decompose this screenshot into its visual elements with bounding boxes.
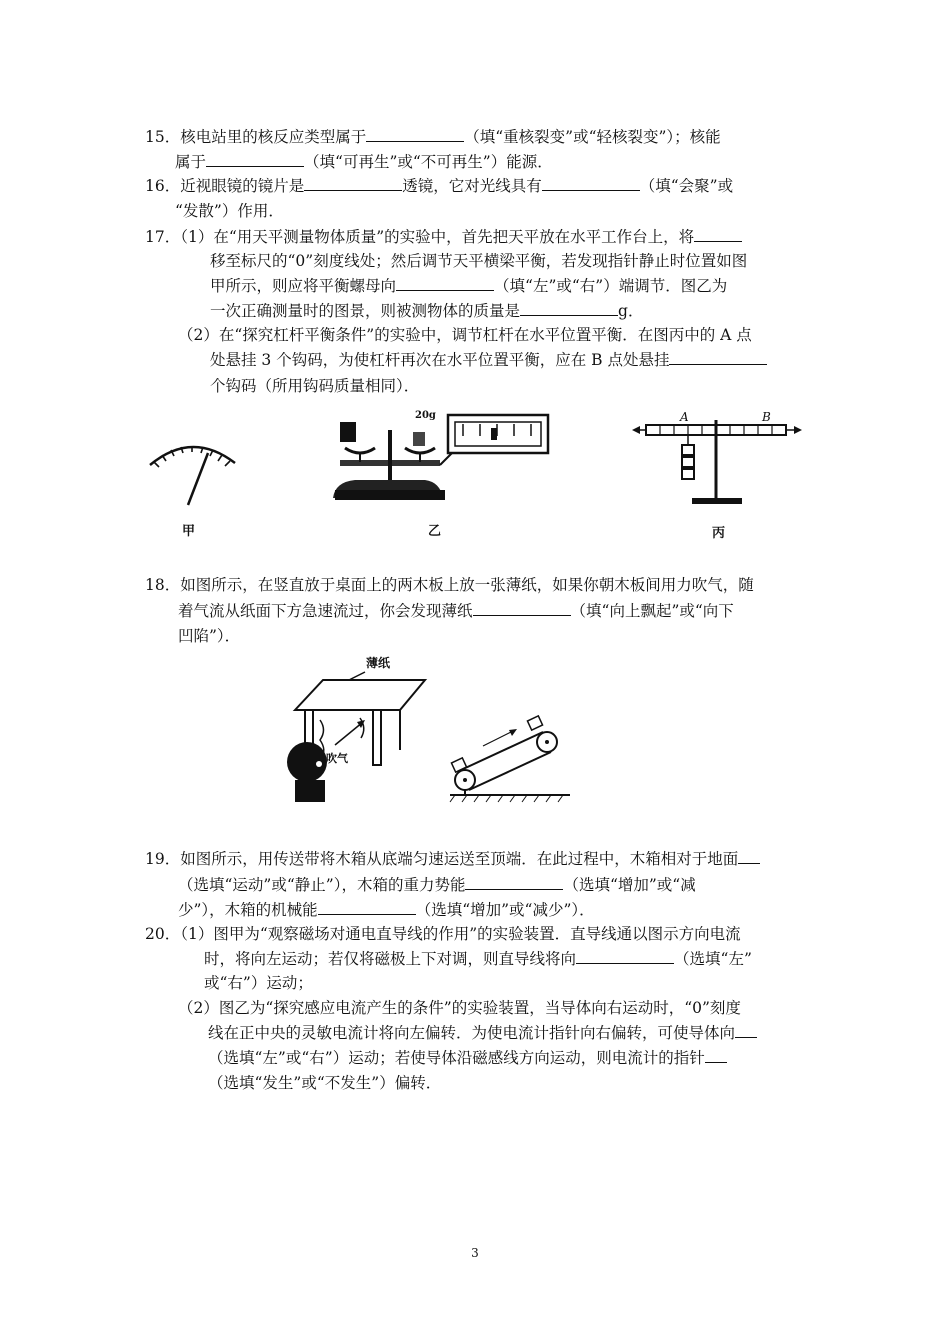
- q20-text-6: （选填“左”或“右”）运动；若使导体沿磁感线方向运动，则电流计的指针: [208, 1049, 705, 1067]
- q20-line7: [208, 1073, 441, 1093]
- q16-text-a: 16．近视眼镜的镜片是: [145, 177, 305, 195]
- q19-line2: [178, 875, 696, 895]
- q17-text-4a: 一次正确测量时的图景，则被测物体的质量是: [210, 302, 521, 320]
- q20-line4: [178, 998, 741, 1018]
- q20-text-7: （选填“发生”或“不发生”）偏转．: [208, 1074, 442, 1092]
- q17-text-5: （2）在“探究杠杆平衡条件”的实验中，调节杠杆在水平位置平衡．在图丙中的 A 点: [178, 326, 752, 344]
- q15-blank-1[interactable]: [366, 127, 464, 142]
- q17-line4: [210, 301, 643, 321]
- q19-text-2b: （选填“增加”或“减: [563, 876, 696, 894]
- figure-jia-caption: 甲: [182, 524, 196, 539]
- q18-text-3: 凹陷”）．: [178, 627, 241, 645]
- figure-bing-lever: [632, 410, 802, 520]
- q15-blank-2[interactable]: [206, 152, 304, 167]
- q17-line6: [210, 350, 767, 370]
- q17-blank-4[interactable]: [669, 350, 767, 365]
- q15-text-d: （填“可再生”或“不可再生”）能源．: [304, 153, 553, 171]
- q18-line3: [178, 626, 240, 646]
- q20-line6: [208, 1048, 727, 1068]
- q17-text-2: 移至标尺的“0”刻度线处；然后调节天平横梁平衡，若发现指针静止时位置如图: [210, 252, 748, 270]
- figure-bing-point-b: B: [762, 410, 771, 424]
- q15-text-a: 15．核电站里的核反应类型属于: [145, 128, 367, 146]
- q17-text-7: 个钩码（所用钩码质量相同）．: [210, 377, 420, 395]
- q17-text-6a: 处悬挂 3 个钩码，为使杠杆再次在水平位置平衡，应在 B 点处悬挂: [210, 351, 670, 369]
- figure-jia-dial: [140, 425, 250, 515]
- figure-bing-caption: 丙: [712, 526, 726, 541]
- q17-blank-1[interactable]: [694, 227, 742, 242]
- q16-text-c: （填“会聚”或: [639, 177, 734, 195]
- q18-blank-1[interactable]: [473, 601, 571, 616]
- q19-line1: [145, 849, 760, 869]
- figure-paper-label: 薄纸: [366, 656, 391, 670]
- page-number: 3: [471, 1246, 479, 1260]
- q19-text-1: 19．如图所示，用传送带将木箱从底端匀速运送至顶端．在此过程中，木箱相对于地面: [145, 850, 739, 868]
- q20-text-2b: （选填“左”: [674, 950, 752, 968]
- q15-line2: [175, 152, 553, 172]
- q20-blank-1[interactable]: [576, 949, 674, 964]
- q18-text-2b: （填“向上飘起”或“向下: [570, 602, 734, 620]
- q16-blank-1[interactable]: [304, 176, 402, 191]
- figure-paper-blowing: [275, 650, 435, 805]
- q19-line3: [178, 900, 595, 920]
- q17-text-3b: （填“左”或“右”）端调节．图乙为: [494, 277, 728, 295]
- q15-text-c: 属于: [175, 153, 207, 171]
- q16-line2: [175, 201, 284, 221]
- q16-line1: [145, 176, 733, 196]
- q20-line3: [204, 973, 313, 993]
- figure-yi-caption: 乙: [428, 524, 442, 539]
- q17-line2: [210, 251, 747, 271]
- q20-text-2a: 时，将向左运动；若仅将磁极上下对调，则直导线将向: [204, 950, 577, 968]
- q16-text-d: “发散”）作用．: [175, 202, 284, 220]
- figure-conveyor-belt: [445, 710, 575, 805]
- q20-text-3: 或“右”）运动；: [204, 974, 313, 992]
- q20-blank-3[interactable]: [705, 1048, 727, 1063]
- q19-blank-1[interactable]: [738, 849, 760, 864]
- q17-line3: [210, 276, 727, 296]
- q17-blank-2[interactable]: [396, 276, 494, 291]
- q20-line5: [208, 1023, 757, 1043]
- q15-line1: [145, 127, 721, 147]
- q20-text-4: （2）图乙为“探究感应电流产生的条件”的实验装置，当导体向右运动时，“0”刻度: [178, 999, 741, 1017]
- q16-text-b: 透镜，它对光线具有: [402, 177, 542, 195]
- q20-text-5: 线在正中央的灵敏电流计将向左偏转．为使电流计指针向右偏转，可使导体向: [208, 1024, 736, 1042]
- q18-text-1: 18．如图所示，在竖直放于桌面上的两木板上放一张薄纸，如果你朝木板间用力吹气，随: [145, 576, 754, 594]
- figure-blow-label: 吹气: [326, 752, 348, 765]
- q16-blank-2[interactable]: [542, 176, 640, 191]
- figure-bing-point-a: A: [680, 410, 689, 424]
- q17-line7: [210, 376, 419, 396]
- figure-yi-weight-label: 20g: [415, 410, 436, 421]
- q20-text-1: 20．（1）图甲为“观察磁场对通电直导线的作用”的实验装置．直导线通以图示方向电流: [145, 925, 741, 943]
- figure-yi-balance: [315, 410, 555, 510]
- q19-text-2a: （选填“运动”或“静止”），木箱的重力势能: [178, 876, 466, 894]
- q15-text-b: （填“重核裂变”或“轻核裂变”）；核能: [464, 128, 721, 146]
- q20-line1: [145, 924, 741, 944]
- q17-text-1: 17．（1）在“用天平测量物体质量”的实验中，首先把天平放在水平工作台上，将: [145, 228, 695, 246]
- q19-text-3a: 少”），木箱的机械能: [178, 901, 318, 919]
- q18-line2: [178, 601, 734, 621]
- q18-line1: [145, 575, 754, 595]
- q17-text-4b: g．: [618, 302, 644, 320]
- q17-line5: [178, 325, 752, 345]
- q18-text-2a: 着气流从纸面下方急速流过，你会发现薄纸: [178, 602, 473, 620]
- q17-text-3a: 甲所示，则应将平衡螺母向: [210, 277, 397, 295]
- q17-blank-3[interactable]: [520, 301, 618, 316]
- q19-blank-3[interactable]: [318, 900, 416, 915]
- q20-blank-2[interactable]: [735, 1023, 757, 1038]
- q20-line2: [204, 949, 752, 969]
- q19-blank-2[interactable]: [465, 875, 563, 890]
- q17-line1: [145, 227, 742, 247]
- q19-text-3b: （选填“增加”或“减少”）．: [415, 901, 595, 919]
